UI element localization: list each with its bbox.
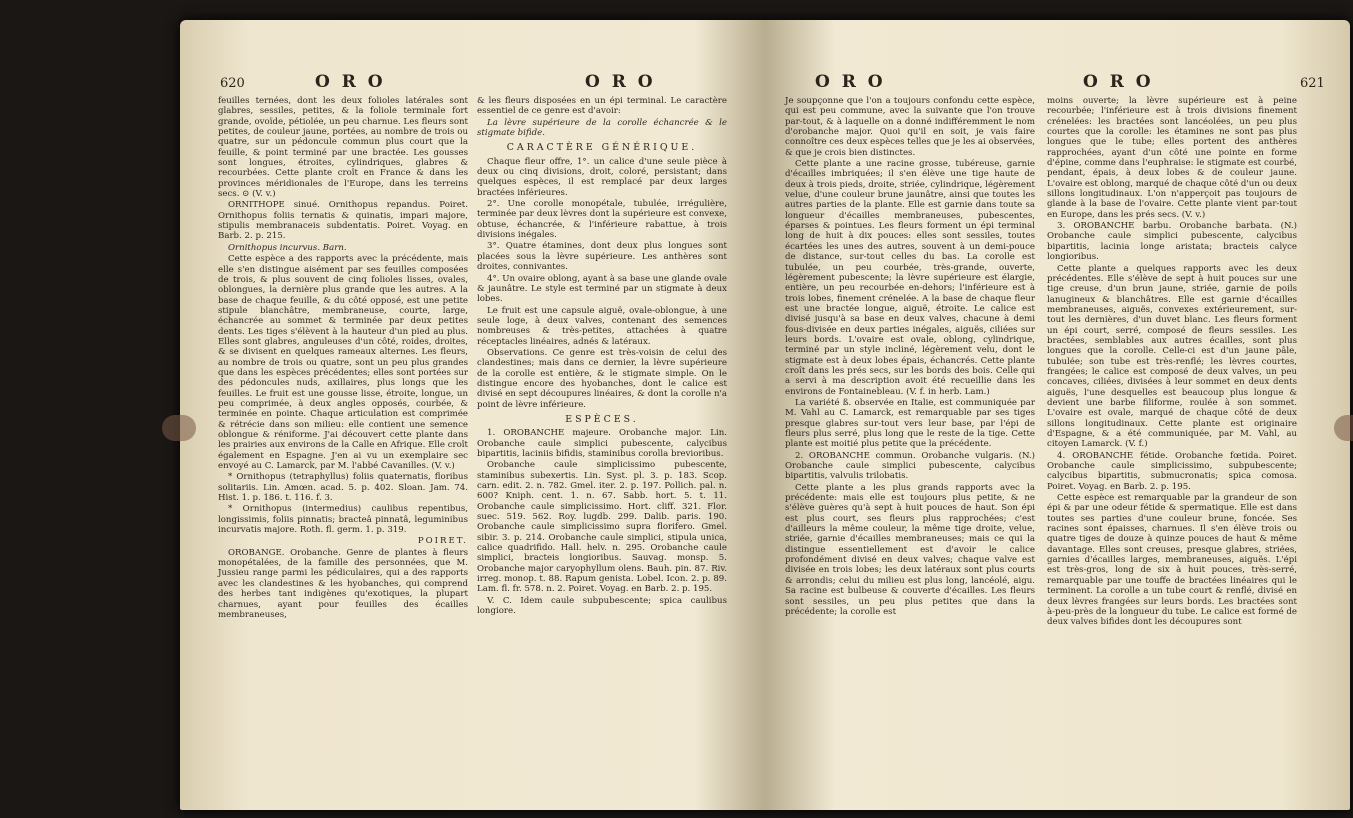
paragraph: 2. OROBANCHE commun. Orobanche vulgaris. (N.) Orobanche caule simplici pubescente, calycibus bipartitis, valvulis trilobatis. bbox=[785, 450, 1035, 482]
paragraph: La lèvre supérieure de la corolle échancrée & le stigmate bifide. bbox=[477, 117, 727, 139]
text-column bbox=[218, 96, 468, 621]
page-number: 620 bbox=[220, 76, 245, 91]
paragraph: Le fruit est une capsule aiguë, ovale-oblongue, à une seule loge, à deux valves, contenant des semences nombreuses & très-petites, attachées à quatre réceptacles linéaires, adnés & latéraux. bbox=[477, 305, 727, 347]
paragraph: Cette plante a quelques rapports avec les deux précédentes. Elle s'élève de sept à huit pouces sur une tige creuse, d'un brun jaune, striée, garnie de poils lanugineux & blanchâtres. Elle est garnie d'écailles membraneuses, aiguës, convexes extérieurement, sur-tout les dernières, d'un duvet blanc. Les fleurs forment un épi court, serré, composé de fleurs sessiles. Les bractées, semblables aux autres écailles, sont plus longues que la corolle. Celle-ci est d'un jaune pâle, tubulée; son tube est très-renflé; les lèvres courtes, frangées; le calice est composé de deux valves, un peu concaves, ciliées, divisées à leur sommet en deux dents aiguës, l'une desquelles est beaucoup plus longue & devient une barbe filiforme, roulée à son sommet. L'ovaire est ovale, marqué de chaque côté de deux sillons longitudinaux. Cette plante est originaire d'Espagne, & a été communiquée, par M. Vahl, au citoyen Lamarck. (V. f.) bbox=[1047, 263, 1297, 450]
page-number: 621 bbox=[1300, 76, 1325, 91]
left-page bbox=[180, 20, 765, 810]
paragraph: V. C. Idem caule subpubescente; spica caulibus longiore. bbox=[477, 595, 727, 617]
thumb bbox=[1334, 415, 1353, 441]
running-head: O R O bbox=[315, 72, 386, 92]
paragraph: * Ornithopus (tetraphyllus) foliis quaternatis, floribus solitariis. Lin. Amœn. acad. 5. p. 402. Sloan. Jam. 74. Hist. 1. p. 186. t. 116. f. 3. bbox=[218, 472, 468, 504]
paragraph: Cette plante a une racine grosse, tubéreuse, garnie d'écailles imbriquées; il s'en élève une tige haute de deux à trois pieds, droite, striée, cylindrique, légèrement velue, d'une couleur brune jaunâtre, ainsi que toutes les autres parties de la plante. Elle est garnie dans toute sa longueur d'écailles membraneuses, pubescentes, éparses & pointues. Les fleurs forment un épi terminal long de huit à dix pouces: elles sont sessiles, toutes écartées les unes des autres, souvent à un demi-pouce de distance, sur-tout celles du bas. La corolle est tubulée, un peu courbée, très-grande, ouverte, légèrement pubescente; la lèvre supérieure est élargie, entière, un peu recourbée en-dehors; l'inférieure est à trois lobes, finement crénelée. A la base de chaque fleur est une bractée longue, aiguë, étroite. Le calice est divisé jusqu'à sa base en deux valves, chacune à demi fous-divisée en deux parties inégales, aiguës, ciliées sur leurs bords. L'ovaire est ovale, oblong, cylindrique, terminé par un style incliné, légèrement velu, dont le stigmate est à deux lobes épais, échancrés. Cette plante croît dans les prés secs, sur les bords des bois. Celle qui a servi à ma description avoit été recueillie dans les environs de Fontainebleau. (V. f. in herb. Lam.) bbox=[785, 159, 1035, 397]
paragraph: Cette espèce a des rapports avec la précédente, mais elle s'en distingue aisément par ses feuilles composées de trois, & plus souvent de cinq folioles lisses, ovales, oblongues, la dernière plus grande que les autres. A la base de chaque feuille, & du côté opposé, est une petite stipule blanchâtre, membraneuse, courte, large, échancrée au sommet & terminée par deux petites dents. Les tiges s'élèvent à la hauteur d'un pied au plus. Elles sont glabres, anguleuses d'un côté, roides, droites, & se divisent en quelques rameaux alternes. Les fleurs, au nombre de trois ou quatre, sont un peu plus grandes que dans les espèces précédentes; elles sont portées sur des pédoncules nuds, axillaires, plus longs que les feuilles. Le fruit est une gousse lisse, étroite, longue, un peu comprimée, à deux angles opposés, courbée, & terminée en pointe. Chaque articulation est comprimée & rétrécie dans son milieu: elle contient une semence oblongue & réniforme. J'ai découvert cette plante dans les prairies aux environs de la Calle en Afrique. Elle croît également en Espagne. J'en ai vu un exemplaire sec envoyé au C. Lamarck, par M. l'abbé Cavanilles. (V. v.) bbox=[218, 254, 468, 472]
paragraph: 4. OROBANCHE fétide. Orobanche fœtida. Poiret. Orobanche caule simplicissimo, subpubescente; calycibus bipartitis, submucronatis; spica comosa. Poiret. Voyag. en Barb. 2. p. 195. bbox=[1047, 450, 1297, 492]
running-head: O R O bbox=[585, 72, 656, 92]
paragraph: 2°. Une corolle monopétale, tubulée, irrégulière, terminée par deux lèvres dont la supérieure est convexe, obtuse, échancrée, & l'inférieure rabattue, à trois divisions inégales. bbox=[477, 199, 727, 241]
paragraph: La variété ß. observée en Italie, est communiquée par M. Vahl au C. Lamarck, est remarquable par ses tiges presque glabres sur-tout vers leur base, par l'épi de fleurs plus serré, plus long que le reste de la tige. Cette plante est moitié plus petite que la précédente. bbox=[785, 397, 1035, 450]
paragraph: Cette plante a les plus grands rapports avec la précédente: mais elle est toujours plus petite, & ne s'élève guères qu'à sept à huit pouces de haut. Son épi est plus court, ses fleurs plus rapprochées; c'est d'ailleurs la même couleur, la même tige droite, velue, striée, garnie d'écailles membraneuses; mais ce qui la distingue essentiellement est d'avoir le calice profondément divisé en deux valves; chaque valve est divisée en trois lobes; les deux latéraux sont plus courts & arrondis; celui du milieu est plus long, lancéolé, aigu. Sa racine est bulbeuse & couverte d'écailles. Les fleurs sont sessiles, un peu plus petites que dans la précédente; la corolle est bbox=[785, 482, 1035, 617]
paragraph: 3°. Quatre étamines, dont deux plus longues sont placées sous la lèvre supérieure. Les anthères sont droites, connivantes. bbox=[477, 241, 727, 273]
paragraph: & les fleurs disposées en un épi terminal. Le caractère essentiel de ce genre est d'avoir: bbox=[477, 96, 727, 117]
paragraph: Chaque fleur offre, 1°. un calice d'une seule pièce à deux ou cinq divisions, droit, coloré, persistant; dans quelques espèces, il est remplacé par deux larges bractées inférieures. bbox=[477, 156, 727, 198]
left-page-header bbox=[180, 72, 765, 94]
paragraph: Orobanche caule simplicissimo pubescente, staminibus subexertis. Lin. Syst. pl. 3. p. 183. Scop. carn. edit. 2. n. 782. Gmel. iter. 2. p. 197. Pollich. pal. n. 600? Kniph. cent. 1. n. 67. Sabb. hort. 5. t. 11. Orobanche caule simplicissimo. Hort. cliff. 321. Flor. suec. 519. 562. Roy. lugdb. 299. Dalib. paris. 190. Orobanche caule simplicissimo supra florifero. Gmel. sibir. 3. p. 214. Orobanche caule simplici, stipula unica, calice quadrifido. Hall. helv. n. 295. Orobanche caule simplici, bracteis longioribus. Sauvag. monsp. 5. Orobanche major caryophyllum olens. Bauh. pin. 87. Riv. irreg. monop. t. 88. Rapum genista. Lobel. Icon. 2. p. 89. Lam. fl. fr. 578. n. 2. Poiret. Voyag. en Barb. 2. p. 195. bbox=[477, 460, 727, 595]
running-head: O R O bbox=[815, 72, 886, 92]
paragraph: feuilles ternées, dont les deux folioles latérales sont glabres, sessiles, petites, & la foliole terminale fort grande, ovoïde, pétiolée, un peu charnue. Les fleurs sont petites, de couleur jaune, portées, au nombre de trois ou quatre, sur un pédoncule commun plus court que la feuille, & point terminé par une bractée. Les gousses sont longues, étroites, cylindriques, glabres & recourbées. Cette plante croît en France & dans les provinces méridionales de l'Europe, dans les terreins secs. ⊙ (V. v.) bbox=[218, 96, 468, 200]
section-heading: ESPÈCES. bbox=[565, 413, 639, 425]
paragraph: 1. OROBANCHE majeure. Orobanche major. Lin. Orobanche caule simplici pubescente, calycibus bipartitis, laciniis bifidis, staminibus corolla brevioribus. bbox=[477, 428, 727, 459]
running-head: O R O bbox=[1083, 72, 1154, 92]
text-column bbox=[1047, 96, 1297, 629]
paragraph: * Ornithopus (intermedius) caulibus repentibus, longissimis, foliis pinnatis; bracteâ pinnatâ, leguminibus incurvatis majore. Roth. fl. germ. 1. p. 319. bbox=[218, 504, 468, 536]
text-column bbox=[477, 96, 727, 618]
text-column bbox=[785, 96, 1035, 618]
author-signature: POIRET. bbox=[417, 536, 468, 547]
thumb bbox=[162, 415, 196, 441]
paragraph: 4°. Un ovaire oblong, ayant à sa base une glande ovale & jaunâtre. Le style est terminé par un stigmate à deux lobes. bbox=[477, 273, 727, 305]
paragraph: ORNITHOPE sinué. Ornithopus repandus. Poiret. Ornithopus foliis ternatis & quinatis, impari majore, stipulis membranaceis subdentatis. Poiret. Voyag. en Barb. 2. p. 215. bbox=[218, 200, 468, 242]
paragraph: 3. OROBANCHE barbu. Orobanche barbata. (N.) Orobanche caule simplici pubescente, calycibus bipartitis, lacinia longe aristata; bracteis calyce longioribus. bbox=[1047, 221, 1297, 263]
paragraph: Je soupçonne que l'on a toujours confondu cette espèce, qui est peu commune, avec la suivante que l'on trouve par-tout, & à laquelle on a donné indifféremment le nom d'orobanche major. Quoi qu'il en soit, je vais faire connoître ces deux espèces telles que je les ai observées, & que je crois bien distinctes. bbox=[785, 96, 1035, 158]
paragraph: Observations. Ce genre est très-voisin de celui des clandestines; mais dans ce dernier, la lèvre supérieure de la corolle est entière, & le stigmate simple. On le distingue encore des hyobanches, dont le calice est divisé en sept découpures linéaires, & dont la corolle n'a point de lèvre inférieure. bbox=[477, 347, 727, 410]
right-page bbox=[765, 20, 1350, 810]
paragraph: Cette espèce est remarquable par la grandeur de son épi & par une odeur fétide & spermatique. Elle est dans toutes ses parties d'une couleur brune, foncée. Ses racines sont épaisses, charnues. Il s'en élève trois ou quatre tiges de douze à quinze pouces de haut & même davantage. Elles sont creuses, presque glabres, striées, garnies d'écailles larges, membraneuses, aiguës. L'épi est très-gros, long de six à huit pouces, très-serré, remarquable par une touffe de bractées linéaires qui le terminent. La corolle a un tube court & renflé, divisé en deux lèvres frangées sur leurs bords. Les bractées sont à-peu-près de la longueur du tube. Le calice est formé de deux valves bifides dont les découpures sont bbox=[1047, 493, 1297, 628]
paragraph: OROBANGE. Orobanche. Genre de plantes à fleurs monopétalées, de la famille des personnées, que M. Jussieu range parmi les pédiculaires, qui a des rapports avec les clandestines & les hyobanches, qui comprend des herbes tant indigènes qu'exotiques, la plupart charnues, ayant pour feuilles des écailles membraneuses, bbox=[218, 547, 468, 620]
right-page-header bbox=[765, 72, 1350, 94]
paragraph: Ornithopus incurvus. Barn. bbox=[228, 242, 347, 253]
section-heading: CARACTÈRE GÉNÉRIQUE. bbox=[506, 142, 698, 154]
book-spread bbox=[180, 20, 1350, 810]
paragraph: moins ouverte; la lèvre supérieure est à peine recourbée; l'inférieure est à trois divisions finement crénelées: les bractées sont lancéolées, un peu plus courtes que la corolle: les étamines ne sont pas plus longues que le tube; elles portent des anthères rapprochées, ayant d'un côté une pointe en forme d'épine, comme dans l'euphraise: le stigmate est courbé, pendant, épais, à deux lobes & de couleur jaune. L'ovaire est oblong, marqué de chaque côté d'un ou deux sillons longitudinaux. L'on n'apperçoit pas toujours de glande à la base de l'ovaire. Cette plante vient par-tout en Europe, dans les prés secs. (V. v.) bbox=[1047, 96, 1297, 220]
